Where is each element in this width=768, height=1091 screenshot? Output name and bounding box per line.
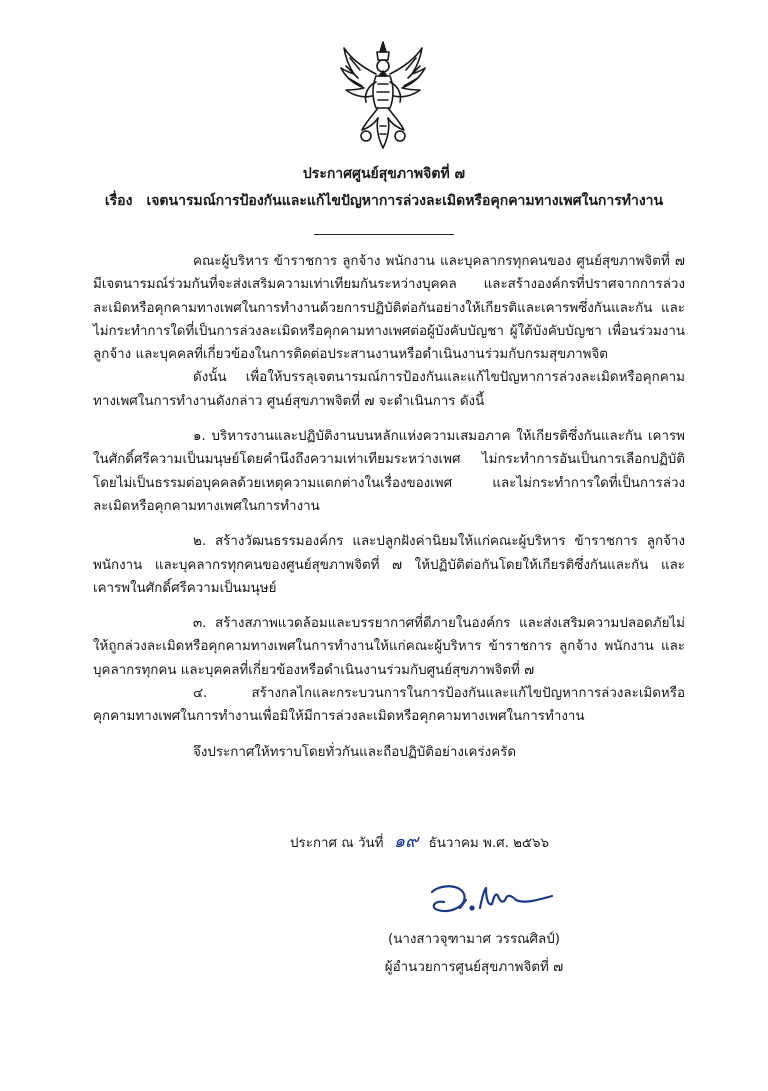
announcement-date bbox=[290, 826, 549, 855]
announcement-subject bbox=[0, 190, 768, 212]
paragraph-intro: คณะผู้บริหาร ข้าราชการ ลูกจ้าง พนักงาน และบุคลากรทุกคนของ ศูนย์สุขภาพจิตที่ ๗ มีเจตนารมณ์ร่วมกันที่จะส่งเสริมความเท่าเทียมกันระหว่างบุคคล และสร้างองค์กรที่ปราศจากการล่วงละเมิดหรือคุกคามทางเพศในการทำงานด้วยการปฏิบัติต่อกันอย่างให้เกียรติและเคารพซึ่งกันและกัน และไม่กระทำการใดที่เป็นการล่วงละเมิดหรือคุกคามทางเพศต่อผู้บังคับบัญชา ผู้ใต้บังคับบัญชา เพื่อนร่วมงาน ลูกจ้าง และบุคคลที่เกี่ยวข้องในการติดต่อประสานงานหรือดำเนินงานร่วมกับกรมสุขภาพจิต bbox=[93, 254, 685, 363]
paragraph-item-3: ๓. สร้างสภาพแวดล้อมและบรรยากาศที่ดีภายในองค์กร และส่งเสริมความปลอดภัยไม่ให้ถูกล่วงละเมิดหรือคุกคามทางเพศในการทำงานให้แก่คณะผู้บริหาร ข้าราชการ ลูกจ้าง พนักงาน และบุคลากรทุกคน และบุคคลที่เกี่ยวข้องหรือดำเนินงานร่วมกับศูนย์สุขภาพจิตที่ ๗ bbox=[93, 616, 685, 678]
paragraph-item-2: ๒. สร้างวัฒนธรรมองค์กร และปลูกฝังค่านิยมให้แก่คณะผู้บริหาร ข้าราชการ ลูกจ้าง พนักงาน และบุคลากรทุกคนของศูนย์สุขภาพจิตที่ ๗ ให้ปฏิบัติต่อกันโดยให้เกียรติซึ่งกันและกัน และเคารพในศักดิ์ศรีความเป็นมนุษย์ bbox=[93, 534, 685, 596]
paragraph-therefore: ดังนั้น เพื่อให้บรรลุเจตนารมณ์การป้องกันและแก้ไขปัญหาการล่วงละเมิดหรือคุกคามทางเพศในการทำงานดังกล่าว ศูนย์สุขภาพจิตที่ ๗ จะดำเนินการ ดังนี้ bbox=[93, 370, 685, 409]
subject-label: เรื่อง bbox=[104, 193, 133, 209]
paragraph-closing: จึงประกาศให้ทราบโดยทั่วกันและถือปฏิบัติอย่างเคร่งครัด bbox=[193, 744, 517, 760]
garuda-emblem-icon bbox=[338, 38, 428, 152]
announcement-title: ประกาศศูนย์สุขภาพจิตที่ ๗ bbox=[302, 166, 466, 182]
signature-icon bbox=[420, 878, 560, 922]
paragraph-item-1: ๑. บริหารงานและปฏิบัติงานบนหลักแห่งความเสมอภาค ให้เกียรติซึ่งกันและกัน เคารพในศักดิ์ศรีความเป็นมนุษย์โดยคำนึงถึงความเท่าเทียมระหว่างเพศ ไม่กระทำการอันเป็นการเลือกปฏิบัติโดยไม่เป็นธรรมต่อบุคคลด้วยเหตุความแตกต่างในเรื่องของเพศ และไม่กระทำการใดที่เป็นการล่วงละเมิดหรือคุกคามทางเพศในการทำงาน bbox=[93, 429, 685, 514]
date-prefix: ประกาศ ณ วันที่ bbox=[290, 836, 384, 851]
title-divider bbox=[314, 234, 454, 235]
paragraph-item-4: ๔. สร้างกลไกและกระบวนการในการป้องกันและแก้ไขปัญหาการล่วงละเมิดหรือคุกคามทางเพศในการทำงานเพื่อมิให้มีการล่วงละเมิดหรือคุกคามทางเพศในการทำงาน bbox=[93, 686, 685, 725]
subject-text: เจตนารมณ์การป้องกันและแก้ไขปัญหาการล่วงละเมิดหรือคุกคามทางเพศในการทำงาน bbox=[146, 193, 664, 209]
date-day-handwritten: ๑๙ bbox=[393, 831, 419, 852]
signer-name: (นางสาวจุฑามาศ วรรณศิลป์) bbox=[388, 932, 560, 947]
date-month-year: ธันวาคม พ.ศ. ๒๕๖๖ bbox=[428, 836, 550, 851]
signer-position: ผู้อำนวยการศูนย์สุขภาพจิตที่ ๗ bbox=[384, 960, 564, 975]
announcement-body bbox=[93, 250, 685, 764]
